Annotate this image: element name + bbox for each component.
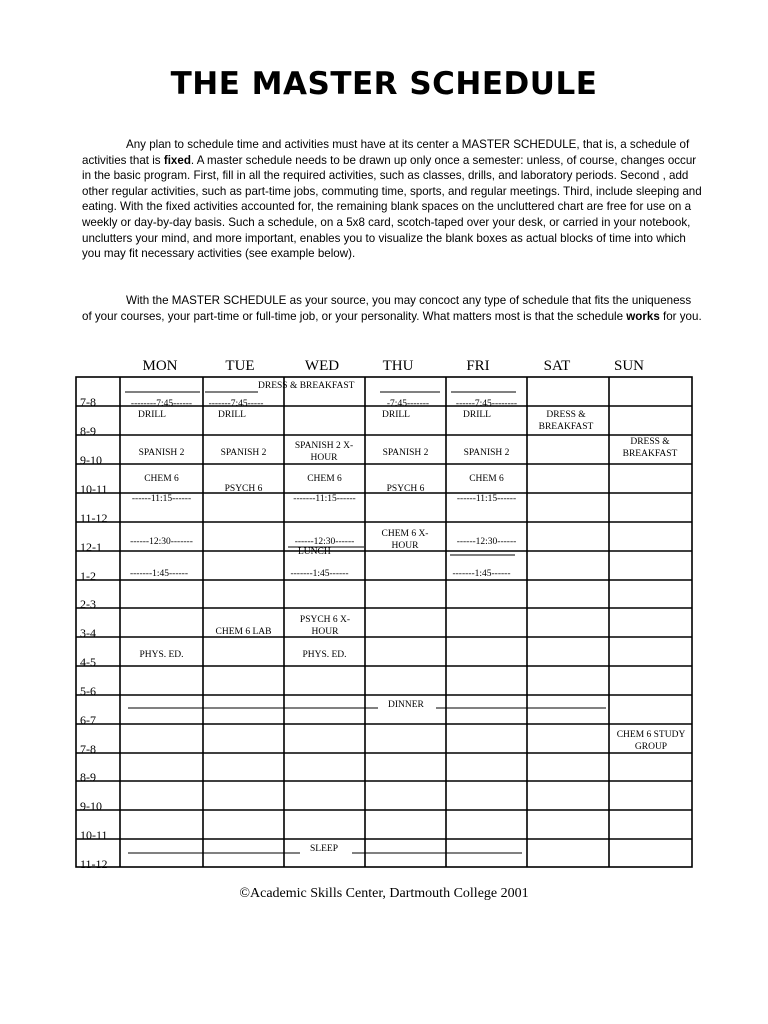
intro-text-c: . A master schedule needs to be drawn up only once a semester: unless, of course, changes occur in the basic program. First, fill in all the required activities, such as classes, drills, and laboratory periods. Second , add other regular activities, such as part-time jobs, commuting time, sports, and regular meetings. Third, include sleeping and eating. With the fixed activities accounted for, the remaining blank spaces on the uncluttered chart are free for use on a weekly or day-by-day basis. Such a schedule, on a 5x8 card, scotch-taped over your desk, or carried in your notebook, unclutters your mind, and more important, enables you to visualize the blank boxes as actual blocks of time into which you may fit necessary activities (see example below).: [82, 153, 702, 261]
tue-psych: PSYCH 6: [224, 484, 263, 494]
hour-label: 3-4: [80, 626, 96, 640]
hour-label: 2-3: [80, 597, 96, 611]
hour-label: 9-10: [80, 453, 102, 467]
day-header-tue: TUE: [225, 358, 255, 374]
thu-drill: DRILL: [382, 410, 410, 420]
hour-label: 7-8: [80, 742, 96, 756]
tue-spanish: SPANISH 2: [220, 448, 267, 458]
mon-time-745: --------7:45------: [130, 399, 193, 409]
thu-spanish: SPANISH 2: [382, 448, 429, 458]
sat-dress-breakfast: DRESS & BREAKFAST: [538, 410, 594, 432]
fri-drill: DRILL: [463, 410, 491, 420]
fri-time-1115: ------11:15------: [456, 494, 517, 504]
fri-time-745: ------7:45--------: [455, 399, 518, 409]
day-header-sun: SUN: [613, 358, 644, 374]
day-header-sat: SAT: [543, 358, 571, 374]
wed-time-145: -------1:45------: [290, 569, 349, 579]
hour-label: 10-11: [80, 482, 108, 496]
lunch-entry: LUNCH: [298, 547, 331, 557]
hour-label: 4-5: [80, 655, 96, 669]
dinner-entry: DINNER: [388, 700, 424, 710]
sun-chem-study-group: CHEM 6 STUDY GROUP: [616, 730, 686, 752]
thu-psych: PSYCH 6: [386, 484, 425, 494]
sun-dress-breakfast: DRESS & BREAKFAST: [622, 437, 678, 459]
wed-psych-xhour: PSYCH 6 X-HOUR: [299, 615, 351, 637]
mon-time-1115: ------11:15------: [131, 494, 192, 504]
thu-time-745: -7:45-------: [386, 399, 430, 409]
fri-chem: CHEM 6: [469, 474, 504, 484]
sleep-entry: SLEEP: [310, 844, 338, 854]
day-header-mon: MON: [142, 358, 178, 374]
intro-text-bold: fixed: [163, 153, 191, 167]
hour-label: 11-12: [80, 511, 108, 525]
hour-label: 5-6: [80, 684, 96, 698]
hour-label: 8-9: [80, 770, 96, 784]
mon-drill: DRILL: [138, 410, 166, 420]
wed-spanish-xhour: SPANISH 2 X-HOUR: [294, 441, 354, 463]
source-text-bold: works: [626, 309, 660, 323]
thu-chem-xhour: CHEM 6 X-HOUR: [381, 529, 429, 551]
hour-label: 9-10: [80, 799, 102, 813]
dress-breakfast-entry: DRESS & BREAKFAST: [258, 381, 355, 391]
hour-label: 6-7: [80, 713, 96, 727]
wed-chem: CHEM 6: [307, 474, 342, 484]
page-title: THE MASTER SCHEDULE: [170, 66, 598, 102]
copyright-footer: ©Academic Skills Center, Dartmouth College 2001: [239, 886, 529, 901]
source-text-a: With the MASTER SCHEDULE as your source, you may concoct any type of schedule that fits the uniqueness of your courses, your part-time or full-time job, or your personality. What matters most is that the schedule: [82, 294, 692, 323]
day-header-thu: THU: [382, 358, 414, 374]
mon-time-145: -------1:45------: [129, 569, 189, 579]
fri-time-1230: ------12:30------: [456, 537, 517, 547]
hour-label: 11-12: [80, 857, 108, 871]
hour-label: 12-1: [80, 540, 102, 554]
mon-time-1230: ------12:30-------: [130, 537, 193, 547]
wed-time-1230: ------12:30------: [294, 537, 355, 547]
mon-chem: CHEM 6: [144, 474, 179, 484]
wed-phys-ed: PHYS. ED.: [302, 650, 347, 660]
hour-label: 7-8: [80, 395, 96, 409]
tue-time-745: -------7:45-----: [208, 399, 264, 409]
wed-time-1115: -------11:15------: [293, 494, 356, 504]
hour-label: 8-9: [80, 424, 96, 438]
source-text-c: for you.: [659, 309, 702, 323]
mon-spanish: SPANISH 2: [138, 448, 185, 458]
fri-time-145: -------1:45------: [452, 569, 511, 579]
tue-chem-lab: CHEM 6 LAB: [215, 627, 272, 637]
tue-drill: DRILL: [218, 410, 246, 420]
intro-text-a: Any plan to schedule time and activities must have at its center a MASTER SCHEDULE, that is, a schedule of activities that is: [82, 138, 690, 167]
mon-phys-ed: PHYS. ED.: [139, 650, 184, 660]
day-header-fri: FRI: [466, 358, 490, 374]
hour-label: 1-2: [80, 569, 96, 583]
fri-spanish: SPANISH 2: [463, 448, 510, 458]
hour-label: 10-11: [80, 828, 108, 842]
day-header-wed: WED: [304, 358, 340, 374]
